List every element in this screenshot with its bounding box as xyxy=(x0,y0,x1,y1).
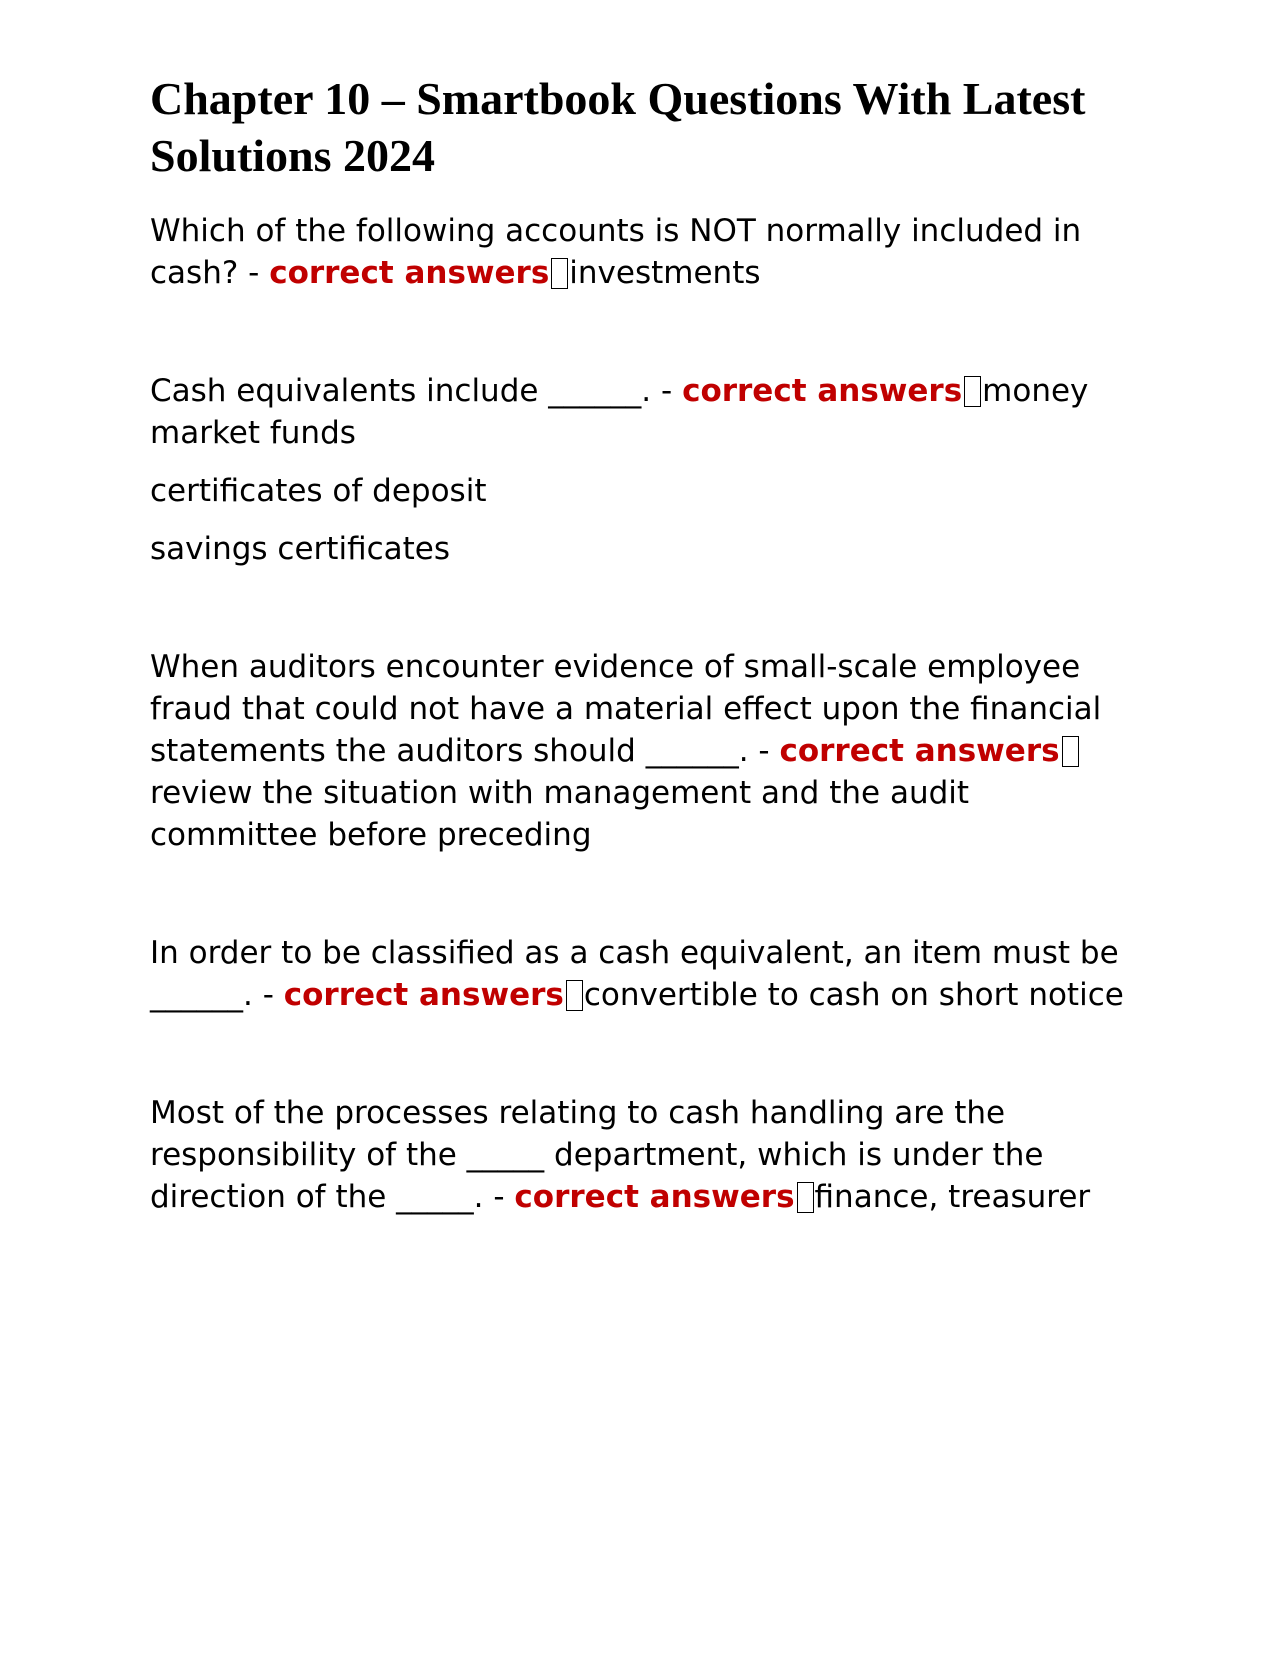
qa-line xyxy=(150,210,1140,294)
question-text: Most of the processes relating to cash handling are the responsibility of the _____ department, which is under the direction of the _____. - xyxy=(150,1095,1044,1215)
page-title: Chapter 10 – Smartbook Questions With Latest Solutions 2024 xyxy=(150,73,1086,181)
answer-label: correct answers xyxy=(514,1179,795,1215)
qa-item xyxy=(150,1092,1140,1218)
question-text: Which of the following accounts is NOT normally included in cash? - xyxy=(150,213,1082,291)
answer-label: correct answers xyxy=(269,255,550,291)
missing-glyph-icon xyxy=(797,1182,814,1213)
qa-line xyxy=(150,1092,1140,1218)
answer-text: investments xyxy=(569,255,761,291)
answer-label: correct answers xyxy=(283,977,564,1013)
qa-item xyxy=(150,210,1140,294)
question-text: Cash equivalents include ______. - xyxy=(150,373,683,409)
qa-item xyxy=(150,932,1140,1016)
missing-glyph-icon xyxy=(964,376,981,407)
missing-glyph-icon xyxy=(1062,736,1079,767)
missing-glyph-icon xyxy=(551,258,568,289)
qa-item xyxy=(150,646,1140,856)
answer-text: money market funds xyxy=(150,373,1089,451)
answer-label: correct answers xyxy=(779,733,1060,769)
qa-line xyxy=(150,646,1140,856)
answer-extra-line: savings certificates xyxy=(150,531,451,567)
document-page xyxy=(150,70,1140,1218)
answer-label: correct answers xyxy=(682,373,963,409)
answer-extra-line: certificates of deposit xyxy=(150,473,487,509)
qa-line xyxy=(150,932,1140,1016)
answer-text: review the situation with management and the audit committee before preceding xyxy=(150,775,970,853)
qa-line xyxy=(150,370,1140,454)
question-text: In order to be classified as a cash equivalent, an item must be ______. - xyxy=(150,935,1119,1013)
answer-text: convertible to cash on short notice xyxy=(583,977,1124,1013)
missing-glyph-icon xyxy=(566,980,583,1011)
qa-item xyxy=(150,370,1140,570)
answer-text: finance, treasurer xyxy=(814,1179,1091,1215)
question-text: When auditors encounter evidence of small-scale employee fraud that could not have a material effect upon the financial statements the auditors should ______. - xyxy=(150,649,1102,769)
